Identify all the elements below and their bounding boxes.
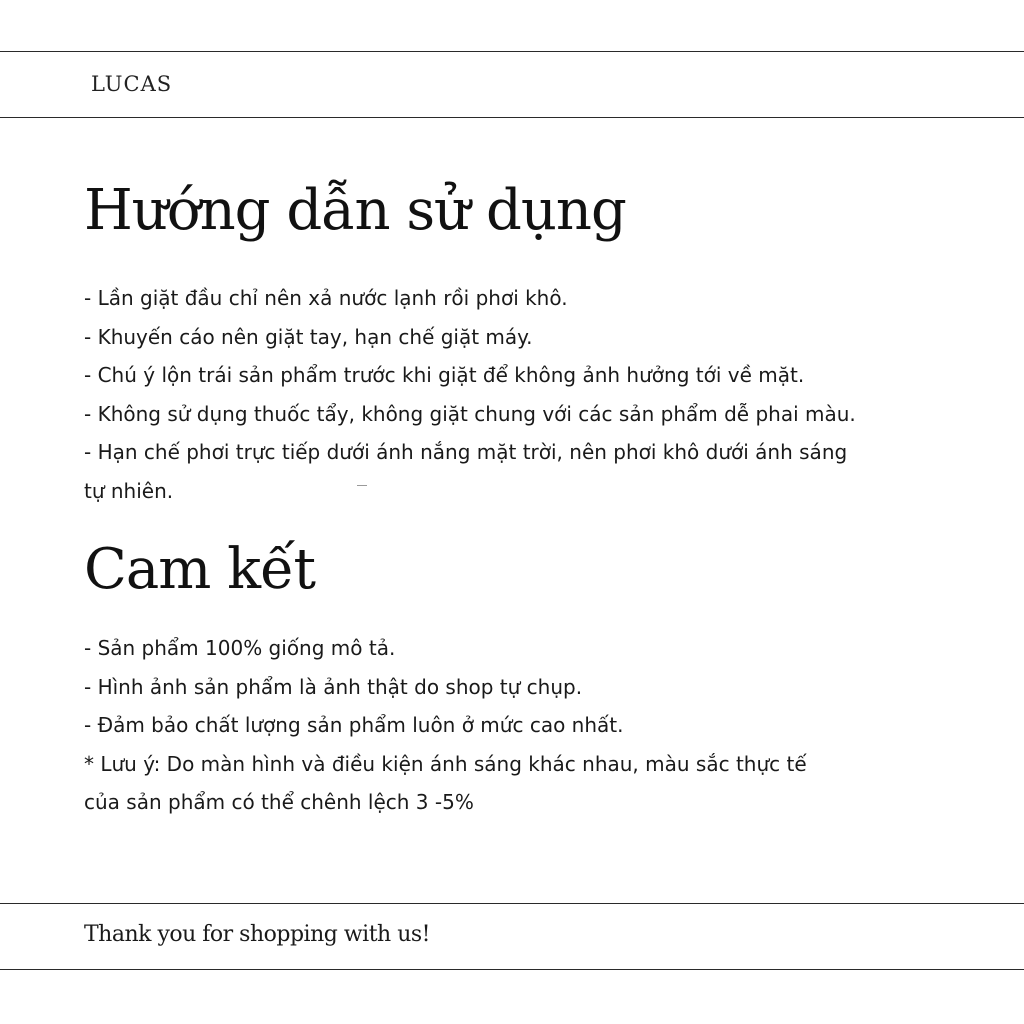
usage-instructions — [84, 279, 964, 510]
usage-line: - Hạn chế phơi trực tiếp dưới ánh nắng mặt trời, nên phơi khô dưới ánh sáng — [84, 440, 848, 464]
commitment-line: - Đảm bảo chất lượng sản phẩm luôn ở mức cao nhất. — [84, 713, 624, 737]
usage-line: - Khuyến cáo nên giặt tay, hạn chế giặt máy. — [84, 324, 533, 349]
usage-title: Hướng dẫn sử dụng — [84, 178, 626, 243]
brand-logo: LUCAS — [91, 72, 173, 96]
header-band — [0, 51, 1024, 118]
thank-you-message: Thank you for shopping with us! — [84, 922, 431, 947]
usage-line: - Lần giặt đầu chỉ nên xả nước lạnh rồi phơi khô. — [84, 286, 568, 310]
usage-line: tự nhiên. — [84, 478, 174, 503]
commitment-title: Cam kết — [84, 537, 316, 602]
commitment-line: - Hình ảnh sản phẩm là ảnh thật do shop tự chụp. — [84, 674, 583, 699]
commitment-list — [84, 629, 964, 822]
stray-mark-divider — [357, 485, 367, 486]
footer-band — [0, 903, 1024, 970]
commitment-line: * Lưu ý: Do màn hình và điều kiện ánh sáng khác nhau, màu sắc thực tế — [84, 751, 807, 776]
usage-line: - Chú ý lộn trái sản phẩm trước khi giặt để không ảnh hưởng tới về mặt. — [84, 363, 805, 387]
commitment-line: của sản phẩm có thể chênh lệch 3 -5% — [84, 790, 474, 814]
usage-line: - Không sử dụng thuốc tẩy, không giặt chung với các sản phẩm dễ phai màu. — [84, 401, 856, 426]
commitment-line: - Sản phẩm 100% giống mô tả. — [84, 636, 396, 660]
